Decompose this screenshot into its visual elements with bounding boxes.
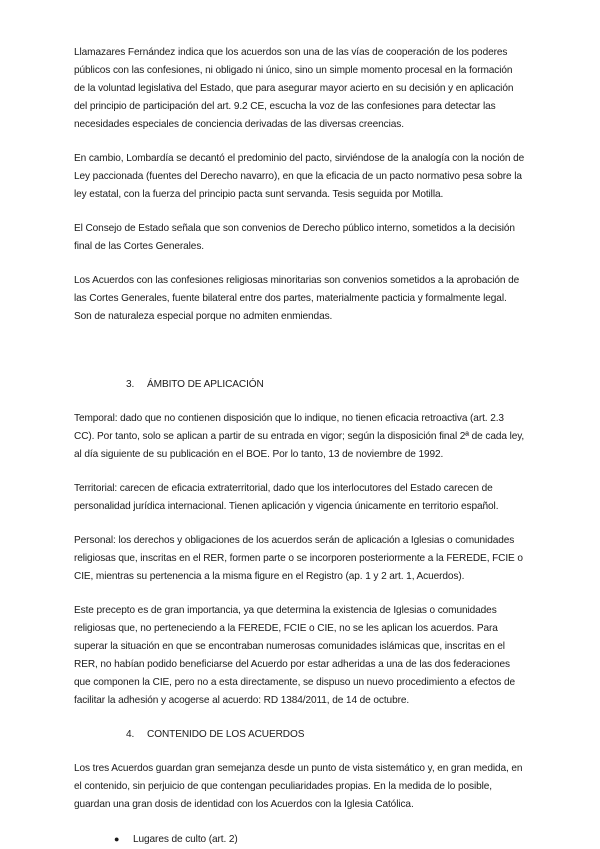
section-heading-ambito [74,376,526,394]
section-number: 3. [126,379,135,390]
section-title: ÁMBITO DE APLICACIÓN [147,379,264,390]
spacer [74,586,526,602]
spacer [74,326,526,376]
paragraph-consejo-estado: El Consejo de Estado señala que son convenios de Derecho público interno, sometidos a la decisión final de las Cortes Generales. [74,223,515,252]
section-heading-contenido [74,726,526,744]
paragraph-personal: Personal: los derechos y obligaciones de los acuerdos serán de aplicación a Iglesias o comunidades religiosas que, inscritas en el RER, formen parte o se incorporen posteriormente a la FEREDE, FCIE o CIE, mientras su pertenencia a la misma figure en el Registro (ap. 1 y 2 art. 1, Acuerdos). [74,535,523,582]
spacer [74,394,526,410]
spacer [74,814,526,830]
paragraph-lombardia: En cambio, Lombardía se decantó el predominio del pacto, sirviéndose de la analogía con la noción de Ley paccionada (fuentes del Derecho navarro), en que la eficacia de un pacto normativo pesa sobre la ley estatal, con la fuerza del principio pacta sunt servanda. Tesis seguida por Motilla. [74,153,525,200]
spacer [74,256,526,272]
section-title: CONTENIDO DE LOS ACUERDOS [147,729,305,740]
spacer [74,516,526,532]
spacer [74,134,526,150]
list-item-label: Lugares de culto (art. 2) [133,834,238,845]
paragraph-tres-acuerdos: Los tres Acuerdos guardan gran semejanza desde un punto de vista sistemático y, en gran medida, en el contenido, sin perjuicio de que contengan peculiaridades propias. En la medida de lo posible, guardan una gran dosis de identidad con los Acuerdos con la Iglesia Católica. [74,763,523,810]
paragraph-llamazares: Llamazares Fernández indica que los acuerdos son una de las vías de cooperación de los poderes públicos con las confesiones, ni obligado ni único, sino un simple momento procesal en la formación de la voluntad legislativa del Estado, que para asegurar mayor acierto en su decisión y en aplicación del principio de participación del art. 9.2 CE, escucha la voz de las confesiones para detectar las necesidades especiales de conciencia derivadas de las diversas creencias. [74,47,514,130]
paragraph-acuerdos-minoritarias: Los Acuerdos con las confesiones religiosas minoritarias son convenios sometidos a la aprobación de las Cortes Generales, fuente bilateral entre dos partes, materialmente pacticia y formalmente legal. Son de naturaleza especial porque no admiten enmiendas. [74,275,520,322]
bullet-icon: ● [114,834,120,844]
paragraph-precepto: Este precepto es de gran importancia, ya que determina la existencia de Iglesias o comunidades religiosas que, no perteneciendo a la FEREDE, FCIE o CIE, no se les aplican los acuerdos. Para superar la situación en que se encontraban numerosas comunidades islámicas que, inscritas en el RER, no habían podido beneficiarse del Acuerdo por estar adheridas a una de las dos federaciones que componen la CIE, pero no a esta directamente, se dispuso un nuevo procedimiento a efectos de facilitar la adhesión y acogerse al acuerdo: RD 1384/2011, de 14 de octubre. [74,605,515,706]
spacer [74,710,526,726]
paragraph-temporal: Temporal: dado que no contienen disposición que lo indique, no tienen eficacia retroactiva (art. 2.3 CC). Por tanto, solo se aplican a partir de su entrada en vigor; según la disposición final 2ª de cada ley, al día siguiente de su publicación en el BOE. Por lo tanto, 13 de noviembre de 1992. [74,413,525,460]
document-page [74,44,526,849]
spacer [74,744,526,760]
paragraph-territorial: Territorial: carecen de eficacia extraterritorial, dado que los interlocutores del Estado carecen de personalidad jurídica internacional. Tienen aplicación y vigencia únicamente en territorio español. [74,483,499,512]
spacer [74,464,526,480]
list-item [74,830,526,849]
spacer [74,204,526,220]
section-number: 4. [126,729,135,740]
